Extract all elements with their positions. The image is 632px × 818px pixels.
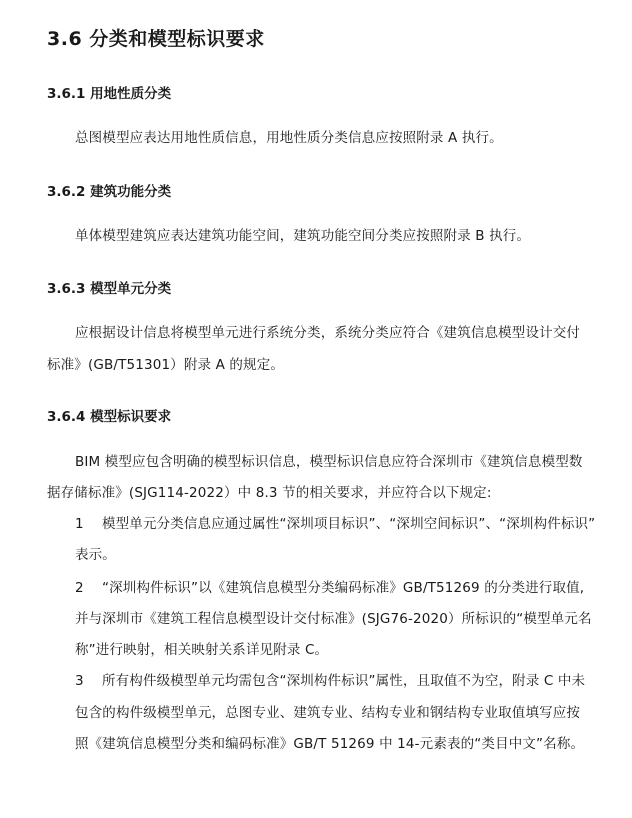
list-item-text: 所有构件级模型单元均需包含“深圳构件标识”属性，且取值不为空，附录 C 中未 [102, 673, 586, 689]
paragraph-model-unit-line2: 标准》(GB/T51301）附录 A 的规定。 [47, 357, 284, 373]
paragraph-identification-intro-line1: BIM 模型应包含明确的模型标识信息，模型标识信息应符合深圳市《建筑信息模型数 [75, 454, 583, 470]
list-item-number: 1 [75, 516, 84, 532]
list-item-text: 照《建筑信息模型分类和编码标准》GB/T 51269 中 14-元素表的“类目中文”名称。 [75, 736, 585, 752]
list-item-text: “深圳构件标识”以《建筑信息模型分类编码标准》GB/T51269 的分类进行取值, [102, 580, 585, 596]
paragraph-identification-intro-line2: 据存储标准》(SJG114-2022）中 8.3 节的相关要求，并应符合以下规定: [47, 485, 492, 501]
paragraph-building-function: 单体模型建筑应表达建筑功能空间，建筑功能空间分类应按照附录 B 执行。 [75, 228, 531, 244]
subsection-heading-3-6-3: 3.6.3 模型单元分类 [47, 281, 172, 297]
list-item-text: 并与深圳市《建筑工程信息模型设计交付标准》(SJG76-2020）所标识的“模型单元名 [75, 611, 592, 627]
list-item-text: 称”进行映射，相关映射关系详见附录 C。 [75, 642, 329, 658]
subsection-heading-3-6-2: 3.6.2 建筑功能分类 [47, 184, 172, 200]
list-item-text: 包含的构件级模型单元，总图专业、建筑专业、结构专业和钢结构专业取值填写应按 [75, 705, 581, 721]
subsection-heading-3-6-1: 3.6.1 用地性质分类 [47, 86, 172, 102]
list-item-text: 模型单元分类信息应通过属性“深圳项目标识”、“深圳空间标识”、“深圳构件标识” [102, 516, 596, 532]
subsection-heading-3-6-4: 3.6.4 模型标识要求 [47, 409, 172, 425]
paragraph-land-use: 总图模型应表达用地性质信息，用地性质分类信息应按照附录 A 执行。 [75, 130, 503, 146]
section-title: 3.6 分类和模型标识要求 [47, 28, 265, 50]
list-item-number: 2 [75, 580, 84, 596]
paragraph-model-unit-line1: 应根据设计信息将模型单元进行系统分类，系统分类应符合《建筑信息模型设计交付 [75, 325, 581, 341]
list-item-text: 表示。 [75, 547, 116, 563]
list-item-number: 3 [75, 673, 84, 689]
